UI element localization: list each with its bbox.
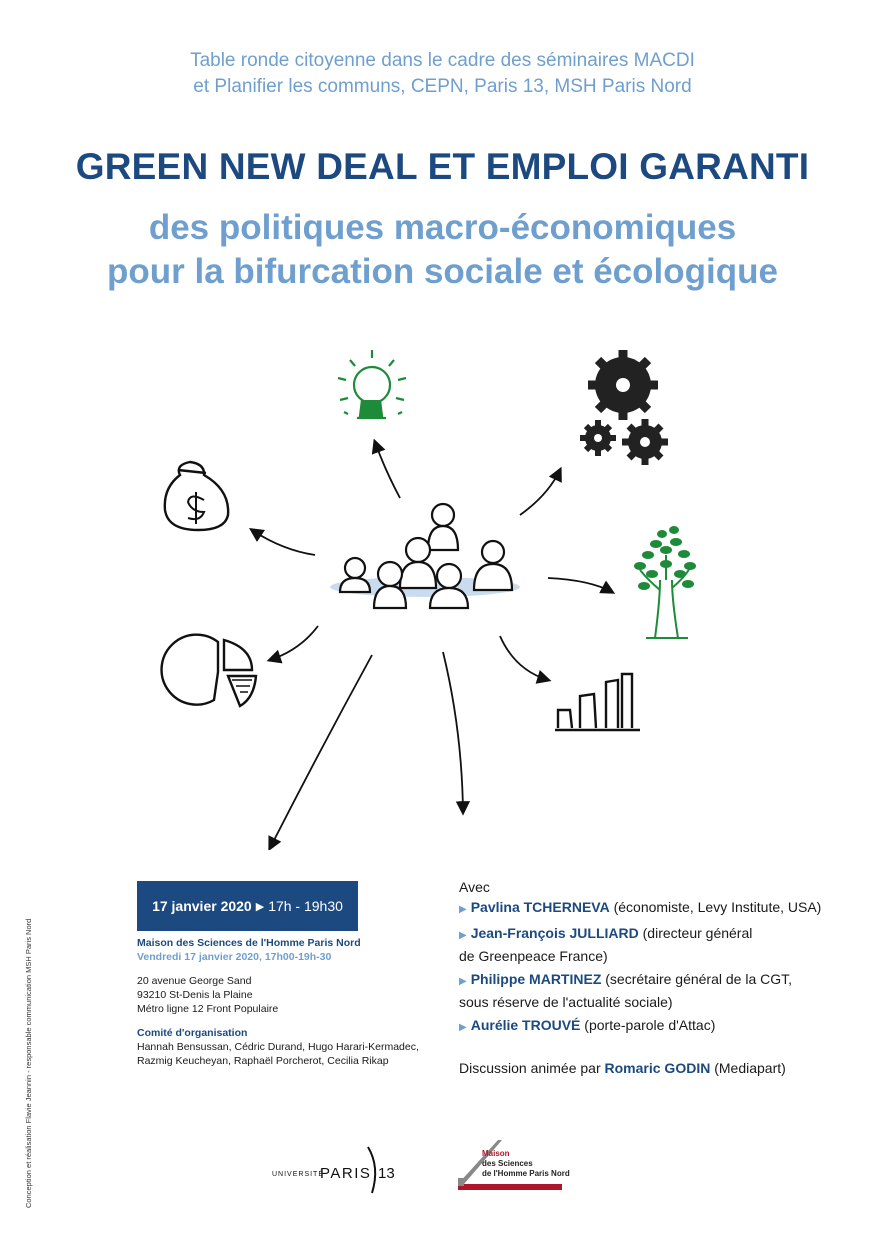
tagline	[0, 206, 885, 294]
speaker-role: (porte-parole d'Attac)	[580, 1017, 716, 1033]
bullet-icon: ▶	[459, 976, 467, 987]
bullet-icon: ▶	[459, 1022, 467, 1033]
speaker-item	[459, 1015, 879, 1038]
moderator-name: Romaric GODIN	[604, 1060, 711, 1076]
page-title: GREEN NEW DEAL ET EMPLOI GARANTI	[75, 146, 810, 187]
address-line-2: 93210 St-Denis la Plaine	[137, 989, 253, 1001]
p13-small-text: UNIVERSITÉ	[272, 1171, 325, 1178]
committee-line-2: Razmig Keucheyan, Raphaël Porcherot, Cecilia Rikap	[137, 1055, 389, 1067]
subtitle-line-1: Table ronde citoyenne dans le cadre des séminaires MACDI	[190, 50, 695, 71]
venue-info	[137, 936, 437, 1068]
speaker-name: Pavlina TCHERNEVA	[470, 899, 610, 915]
speaker-role: (économiste, Levy Institute, USA)	[609, 899, 822, 915]
speakers-intro: Avec	[459, 879, 490, 895]
event-time: 17h - 19h30	[268, 898, 343, 914]
msh-line-1: Maison	[482, 1149, 510, 1158]
speakers-section	[459, 877, 879, 1078]
speaker-role-line-2: sous réserve de l'actualité sociale)	[459, 994, 673, 1010]
lightbulb-icon	[338, 350, 406, 418]
tagline-line-1: des politiques macro-économiques	[148, 208, 737, 247]
money-bag-icon	[165, 462, 228, 530]
committee-line-1: Hannah Bensussan, Cédric Durand, Hugo Harari-Kermadec,	[137, 1041, 419, 1053]
bullet-icon: ▶	[459, 904, 467, 915]
tree-icon	[635, 527, 695, 638]
subtitle-line-2: et Planifier les communs, CEPN, Paris 13, MSH Paris Nord	[193, 76, 692, 97]
pie-chart-icon	[162, 635, 256, 706]
p13-number-text: 13	[378, 1165, 395, 1182]
speaker-name: Aurélie TROUVÉ	[470, 1017, 581, 1033]
venue-name: Maison des Sciences de l'Homme Paris Nord	[137, 937, 361, 949]
address-line-3: Métro ligne 12 Front Populaire	[137, 1003, 279, 1015]
tagline-line-2: pour la bifurcation sociale et écologique	[107, 252, 778, 291]
event-date: 17 janvier 2020	[152, 898, 252, 914]
speaker-role: (directeur général	[638, 925, 753, 941]
bar-chart-icon	[555, 674, 640, 730]
moderator-suffix: (Mediapart)	[710, 1060, 786, 1076]
credits: Conception et réalisation Flavie Jeannin - responsable communication MSH Paris Nord	[24, 918, 33, 1208]
illustration	[0, 330, 885, 850]
msh-logo-text	[482, 1149, 570, 1179]
speaker-item	[459, 897, 879, 920]
event-context	[0, 48, 885, 100]
speaker-item	[459, 969, 879, 1012]
paris-13-logo	[272, 1145, 402, 1195]
gears-icon	[580, 350, 668, 465]
moderator-line	[459, 1058, 879, 1078]
address-line-1: 20 avenue George Sand	[137, 975, 252, 987]
speaker-item	[459, 923, 879, 966]
speaker-name: Philippe MARTINEZ	[470, 971, 602, 987]
bullet-icon: ▶	[459, 930, 467, 941]
moderator-prefix: Discussion animée par	[459, 1060, 605, 1076]
venue-datetime: Vendredi 17 janvier 2020, 17h00-19h-30	[137, 951, 332, 963]
triangle-separator-icon: ▶	[255, 900, 265, 913]
people-group-icon	[330, 504, 520, 608]
speaker-role-line-2: de Greenpeace France)	[459, 948, 608, 964]
speaker-role: (secrétaire général de la CGT,	[601, 971, 793, 987]
msh-line-3: de l'Homme Paris Nord	[482, 1169, 570, 1178]
msh-line-2: des Sciences	[482, 1159, 533, 1168]
date-box	[137, 881, 358, 931]
speaker-name: Jean-François JULLIARD	[470, 925, 639, 941]
p13-paris-text: PARIS	[320, 1165, 372, 1182]
committee-title: Comité d'organisation	[137, 1027, 248, 1039]
